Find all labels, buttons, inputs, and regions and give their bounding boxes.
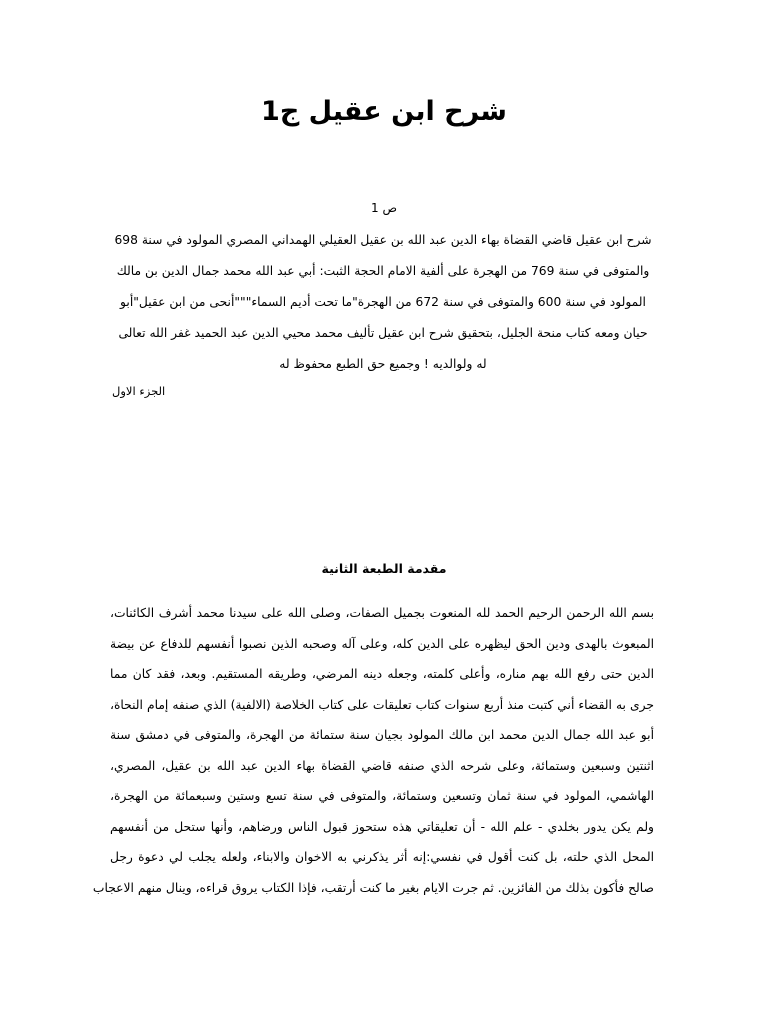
- intro-line: والمتوفى في سنة 769 من الهجرة على ألفية الامام الحجة الثبت: أبي عبد الله محمد جمال الدين بن مالك: [116, 264, 650, 278]
- body-line: صالح فأكون بذلك من الفائزين. ثم جرت الايام بغير ما كنت أرتقب، فإذا الكتاب يروق قراءه، وينال منهم الاعجاب: [92, 880, 654, 895]
- body-line: ولم يكن يدور بخلدي - علم الله - أن تعليقاتي هذه ستحوز قبول الناس ورضاهم، وأنها ستحل من أنفسهم: [110, 819, 654, 834]
- part-label: الجزء الاول: [112, 384, 166, 398]
- intro-line: حيان ومعه كتاب منحة الجليل، بتحقيق شرح ابن عقيل تأليف محمد محيي الدين عبد الحميد غفر الله تعالى: [118, 326, 648, 340]
- intro-line: المولود في سنة 600 والمتوفى في سنة 672 من الهجرة"ما تحت أديم السماء"""أنحى من ابن عقيل"أبو: [120, 295, 646, 309]
- body-line: المبعوث بالهدى ودين الحق ليظهره على الدين كله، وعلى آله وصحبه الذين نصبوا أنفسهم للدفاع عن بيضة: [110, 636, 654, 651]
- body-line: الهاشمي، المولود في سنة ثمان وتسعين وستمائة، والمتوفى في سنة تسع وستين وسبعمائة من الهجرة،: [110, 789, 654, 803]
- intro-line: شرح ابن عقيل قاضي القضاة بهاء الدين عبد الله بن عقيل العقيلي الهمداني المصري المولود في سنة 698: [114, 233, 652, 247]
- body-line: اثنتين وسبعين وستمائة، وعلى شرحه الذي صنفه قاضي القضاة بهاء الدين عبد الله بن عقيل، المصري،: [110, 758, 654, 773]
- intro-paragraph: [108, 225, 658, 380]
- page-reference: ص 1: [371, 201, 397, 215]
- body-line: الدين حتى رفع الله بهم مناره، وأعلى كلمته، وجعله دينه المرضي، وطريقه المستقيم. وبعد، فقد كان مما: [110, 667, 654, 681]
- body-line: بسم الله الرحمن الرحيم الحمد لله المنعوت بجميل الصفات، وصلى الله على سيدنا محمد أشرف الكائنات،: [110, 606, 654, 620]
- body-line: أبو عبد الله جمال الدين محمد ابن مالك المولود بجيان سنة ستمائة من الهجرة، والمتوفى في دمشق سنة: [110, 728, 654, 742]
- intro-line: له ولوالديه ! وجميع حق الطبع محفوظ له: [279, 357, 487, 371]
- body-line: المحل الذي حلته، بل كنت أقول في نفسي:إنه أثر يذكرني به الاخوان والابناء، ولعله يجلب لي دعوة رجل: [110, 850, 654, 864]
- body-line: جرى به القضاء أني كتبت منذ أربع سنوات كتاب تعليقات على كتاب الخلاصة (الالفية) الذي صنفه إمام النحاة،: [110, 697, 654, 712]
- section-heading: مقدمة الطبعة الثانية: [321, 561, 447, 576]
- page-title: شرح ابن عقيل ج1: [261, 96, 507, 127]
- body-paragraph: [92, 598, 654, 903]
